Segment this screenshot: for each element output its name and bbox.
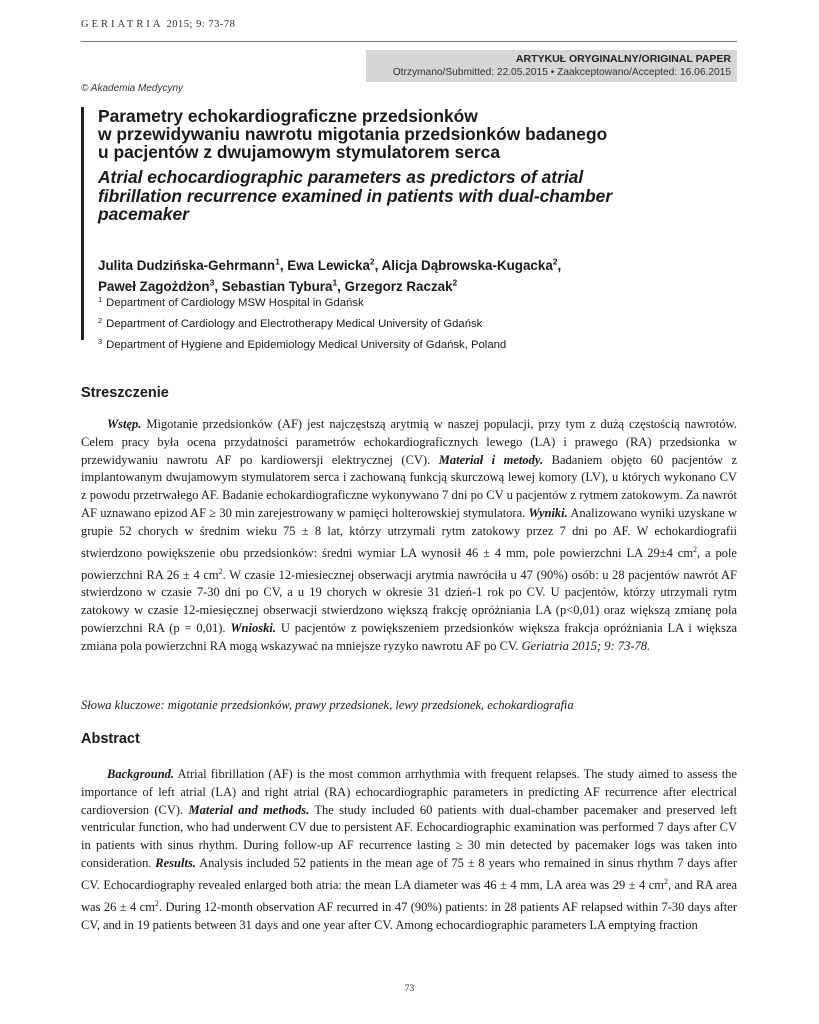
keywords: Słowa kluczowe: migotanie przedsionków, prawy przedsionek, lewy przedsionek, echokardiografia (81, 698, 574, 712)
submission-dates: Otrzymano/Submitted: 22.05.2015 • Zaakceptowano/Accepted: 16.06.2015 (392, 67, 731, 78)
title-line: pacemaker (98, 204, 189, 224)
abstract-polish: Wstęp. Migotanie przedsionków (AF) jest najczęstszą arytmią w naszej populacji, przy tym z dużą częstością nawrotów. Celem pracy była ocena przydatności parametrów echokardiograficznych lewego (LA) i prawego (RA) przedsionka w przewidywaniu nawrotu AF po kardiowersji elektrycznej (CV). Materiał i metody. Badaniem objęto 60 pacjentów z implantowanym dwujamowym stymulatorem serca i zachowaną funkcją skurczową lewej komory (LV), u których wykonano CV z powodu przetrwałego AF. Badanie echokardiograficzne wykonywano 7 dni po CV u pacjentów z rytmem zatokowym. Za nawrót AF uznawano epizod AF ≥ 30 min zarejestrowany w pamięci holterowskiej stymulatora. Wyniki. Analizowano wyniki uzyskane w grupie 52 chorych w średnim wieku 75 ± 8 lat, którzy utrzymali rytm zatokowy przez 7 dni po AF. W echokardiografii stwierdzono powiększenie obu przedsionków: średni wymiar LA wynosił 46 ± 4 mm, pole powierzchni LA 29±4 $cm^2$, a pole powierzchni RA 26 ± 4 $cm^2$. W czasie 12-miesiecznej obserwacji arytmia nawróciła u 47 (90%) osób: u 28 pacjentów nawrót AF stwierdzono w czasie 7-30 dni po CV, a u 19 chorych w okresie 31 dzień-1 rok po CV. U pacjentów, którzy utrzymali rytm zatokowy w czasie 12-miesięcznej obserwacji stwierdzono większą frakcję opróżniania LA (p<0,01) oraz większą zmianę pola powierzchni RA (p = 0,01). Wnioski. U pacjentów z powiększeniem przedsionków większa frakcja opróżniania LA i większa zmiana pola powierzchni RA mogą wskazywać na mniejsze ryzyko nawrotu AF po CV. Geriatria 2015; 9: 73-78. (81, 417, 737, 653)
header-rule (81, 41, 737, 42)
section-heading-abstract: Abstract (81, 731, 140, 747)
title-block (81, 106, 744, 351)
author-list (98, 254, 738, 296)
affiliation-list (98, 291, 738, 354)
author: Paweł Zagożdżon$^3$, (98, 277, 222, 295)
title-line: Parametry echokardiograficzne przedsionków (98, 106, 478, 126)
title-english (98, 168, 738, 224)
title-line: fibrillation recurrence examined in patients with dual-chamber (98, 185, 613, 206)
title-line: Atrial echocardiographic parameters as predictors of atrial (98, 167, 584, 187)
author: Grzegorz Raczak$^2$ (344, 277, 458, 295)
title-line: w przewidywaniu nawrotu migotania przedsionków badanego (98, 124, 608, 144)
article-type-box (366, 50, 737, 82)
author: Sebastian Tybura$^1$, (221, 277, 345, 295)
author: Ewa Lewicka$^2$, (287, 257, 382, 274)
affiliation: $^1$ Department of Cardiology MSW Hospital in Gdańsk (98, 295, 364, 309)
affiliation: $^2$ Department of Cardiology and Electrotherapy Medical University of Gdańsk (98, 316, 483, 330)
author: Julita Dudzińska-Gehrmann$^1$, (98, 257, 288, 274)
author: Alicja Dąbrowska-Kugacka$^2$, (381, 257, 562, 274)
journal-citation: 2015; 9: 73-78 (166, 19, 236, 30)
copyright: © Akademia Medycyny (81, 83, 184, 94)
section-heading-streszczenie: Streszczenie (81, 385, 169, 401)
abstract-english: Background. Atrial fibrillation (AF) is the most common arrhythmia with frequent relapses. The study aimed to assess the importance of left atrial (LA) and right atrial (RA) echocardiographic parameters in predicting AF recurrence after electrical cardioversion (CV). Material and methods. The study included 60 patients with dual-chamber pacemaker and preserved left ventricular function, who had underwent CV due to persistent AF. Echocardiographic examination was performed 7 days after CV in patients with sinus rhythm. During follow-up AF recurrence lasting ≥ 30 min detected by pacemaker logs was taken into consideration. Results. Analysis included 52 patients in the mean age of 75 ± 8 years who remained in sinus rhythm 7 days after CV. Echocardiography revealed enlarged both atria: the mean LA diameter was 46 ± 4 mm, LA area was 29 ± 4 $cm^2$, and RA area was 26 ± 4 $cm^2$. During 12-month observation AF recurred in 47 (90%) patients: in 28 patients AF relapsed within 7-30 days after CV, and in 19 patients between 31 days and one year after CV. Among echocardiographic parameters LA emptying fraction (81, 767, 738, 932)
title-line: u pacjentów z dwujamowym stymulatorem serca (98, 142, 501, 162)
article-type: ARTYKUŁ ORYGINALNY/ORIGINAL PAPER (515, 53, 731, 65)
running-head (81, 19, 235, 30)
journal-name: GERIATRIA (81, 19, 164, 30)
affiliation: $^3$ Department of Hygiene and Epidemiology Medical University of Gdańsk, Poland (98, 337, 507, 351)
title-polish (98, 107, 738, 161)
page-number: 73 (404, 984, 415, 994)
